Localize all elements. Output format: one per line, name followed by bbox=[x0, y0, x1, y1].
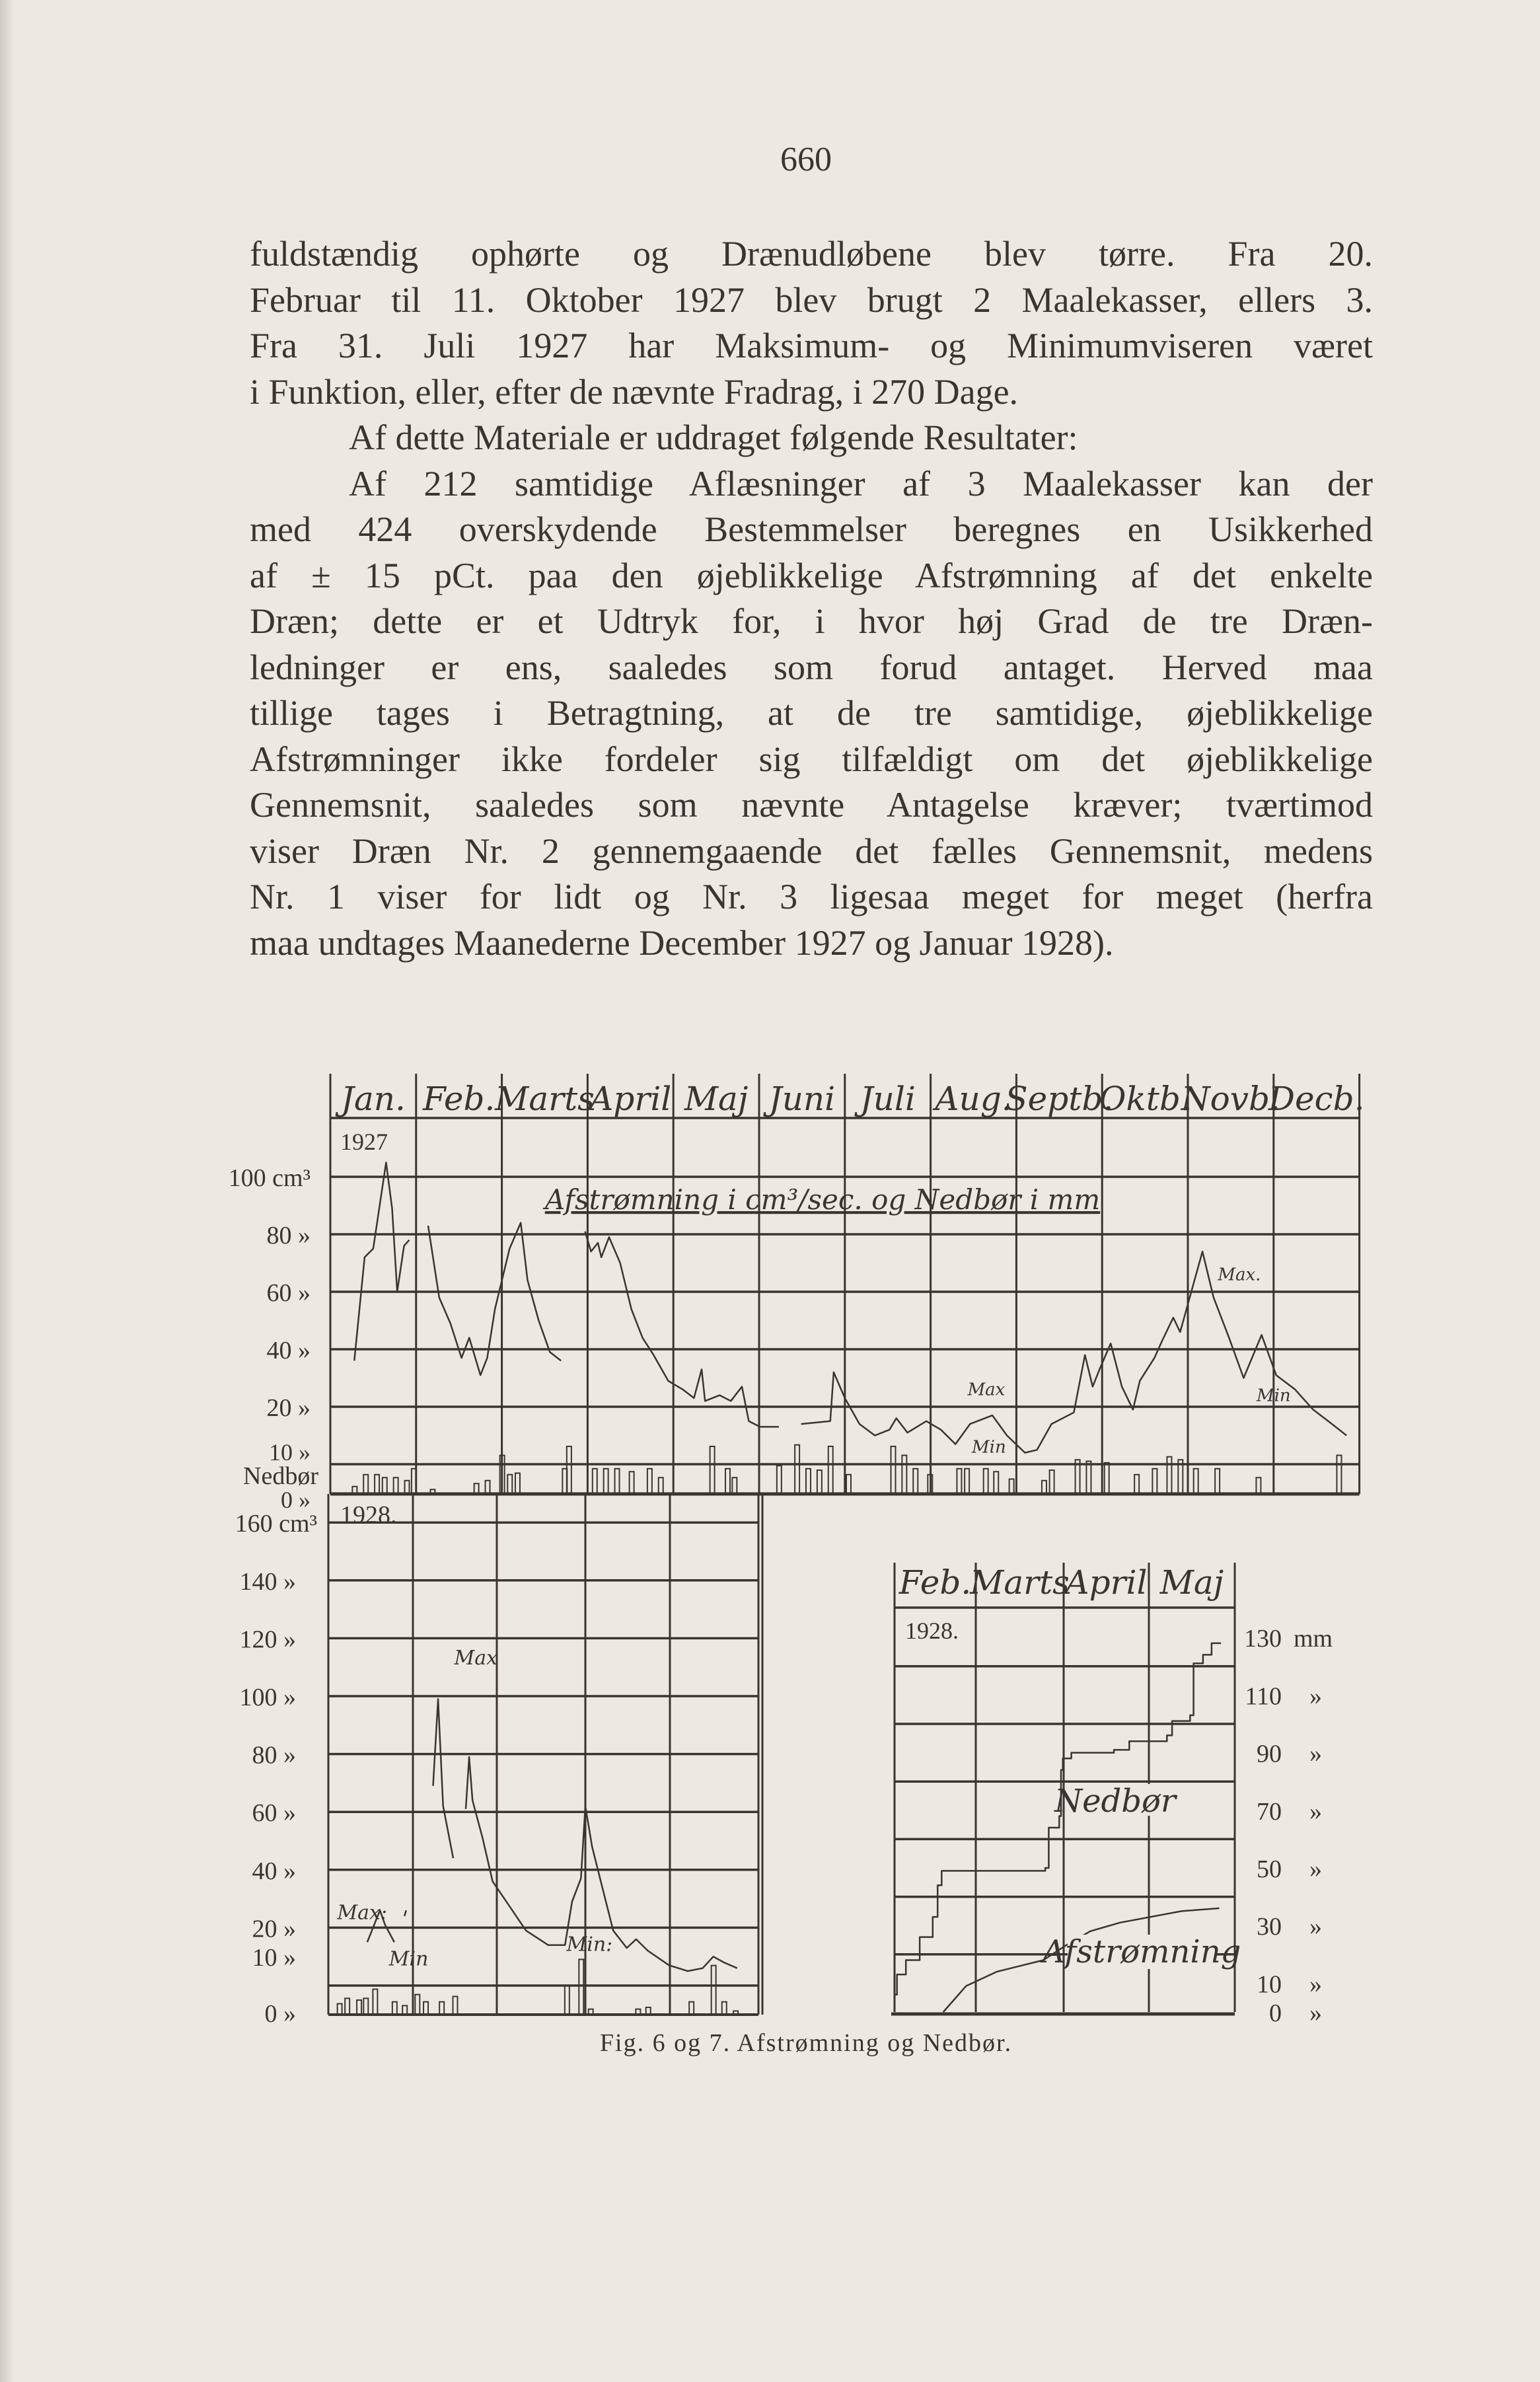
month-label: Marts bbox=[970, 1563, 1070, 1602]
text-line: Af 212 samtidige Aflæsninger af 3 Maalekasser kan der bbox=[349, 463, 1373, 503]
precip-bar-1927 bbox=[732, 1477, 737, 1494]
y-tick-label: 80 » bbox=[266, 1222, 311, 1249]
y-tick-unit: » bbox=[1309, 1797, 1322, 1826]
text-line: af ± 15 pCt. paa den øjeblikkelige Afstrømning af det enkelte bbox=[250, 555, 1373, 595]
precip-bar-1928 bbox=[722, 2002, 727, 2015]
precip-bar-1928 bbox=[345, 1998, 349, 2015]
precip-bar-1927 bbox=[659, 1477, 663, 1494]
annotation-label: Max bbox=[454, 1646, 498, 1670]
y-tick-label: 40 » bbox=[252, 1857, 296, 1885]
y-tick-label: 20 » bbox=[252, 1915, 296, 1943]
text-line: tillige tages i Betragtning, at de tre samtidige, øjeblikkelige bbox=[250, 693, 1373, 733]
y-tick-label: 100 » bbox=[239, 1684, 296, 1711]
precip-bar-1927 bbox=[615, 1469, 620, 1494]
text-line: fuldstændig ophørte og Drænudløbene blev tørre. Fra 20. bbox=[250, 234, 1373, 274]
discharge-line-1927 bbox=[801, 1251, 1347, 1453]
y-tick-label: 70 bbox=[1257, 1797, 1282, 1826]
text-line: Af dette Materiale er uddraget følgende Resultater: bbox=[349, 418, 1078, 457]
precip-bar-1927 bbox=[984, 1469, 988, 1494]
precip-bar-1927 bbox=[1134, 1475, 1139, 1494]
text-line: maa undtages Maanederne December 1927 og Januar 1928). bbox=[250, 922, 1114, 963]
precip-bar-1927 bbox=[515, 1473, 520, 1495]
precip-bar-1927 bbox=[486, 1481, 490, 1494]
discharge-line-1927 bbox=[585, 1232, 779, 1427]
text-line: Gennemsnit, saaledes som nævnte Antagelse kræver; tværtimod bbox=[250, 785, 1373, 825]
month-label: Marts bbox=[495, 1080, 595, 1118]
precip-bar-1927 bbox=[1337, 1456, 1341, 1495]
precip-bar-1928 bbox=[402, 2005, 407, 2015]
y-tick-unit: » bbox=[1309, 1913, 1322, 1941]
precip-bar-1927 bbox=[891, 1446, 895, 1494]
precip-bar-1928 bbox=[363, 1998, 368, 2015]
discharge-line-1927 bbox=[354, 1162, 409, 1360]
precip-bar-1927 bbox=[965, 1469, 969, 1494]
precip-tick-label: 0 » bbox=[281, 1487, 311, 1513]
month-label: Juni bbox=[768, 1080, 836, 1118]
precip-bar-1927 bbox=[994, 1471, 998, 1494]
precip-bar-1927 bbox=[383, 1477, 387, 1494]
annotation-label: Min bbox=[1256, 1386, 1291, 1406]
series-label-nedbor: Nedbør bbox=[1054, 1783, 1176, 1820]
month-label: Aug. bbox=[935, 1080, 1012, 1118]
y-tick-unit: » bbox=[1309, 1999, 1322, 2027]
precip-bar-1927 bbox=[507, 1475, 512, 1494]
precip-bar-1927 bbox=[394, 1477, 398, 1494]
precip-bar-1927 bbox=[817, 1470, 822, 1494]
precip-bar-1927 bbox=[957, 1469, 961, 1494]
precip-bar-1927 bbox=[647, 1469, 652, 1494]
y-tick-label: 60 » bbox=[266, 1279, 311, 1307]
precip-bar-1927 bbox=[710, 1446, 715, 1494]
precip-bar-1927 bbox=[375, 1475, 379, 1494]
discharge-line-1928 bbox=[433, 1699, 454, 1858]
precip-bar-1927 bbox=[913, 1469, 918, 1494]
figure-caption: Fig. 6 og 7. Afstrømning og Nedbør. bbox=[599, 2029, 1013, 2057]
precip-bar-1928 bbox=[453, 1997, 458, 2015]
precip-bar-1928 bbox=[565, 1986, 569, 2015]
precip-bar-1927 bbox=[363, 1475, 368, 1494]
y-tick-label: 10 » bbox=[252, 1944, 296, 1972]
y-tick-label: 60 » bbox=[252, 1799, 296, 1828]
month-label: Novb. bbox=[1181, 1080, 1280, 1118]
precip-bar-1927 bbox=[725, 1469, 730, 1494]
precip-bar-1927 bbox=[1167, 1457, 1171, 1494]
precip-bar-1928 bbox=[689, 2002, 694, 2015]
y-tick-label: 130 bbox=[1244, 1625, 1282, 1653]
y-tick-label: 90 bbox=[1257, 1740, 1282, 1768]
precip-bar-1928 bbox=[733, 2011, 738, 2015]
text-line: i Funktion, eller, efter de nævnte Fradrag, i 270 Dage. bbox=[250, 371, 1019, 412]
text-line: viser Dræn Nr. 2 gennemgaaende det fælles Gennemsnit, medens bbox=[250, 831, 1373, 871]
precip-bar-1927 bbox=[1009, 1479, 1014, 1495]
precip-bar-1927 bbox=[593, 1469, 597, 1494]
discharge-line-1927 bbox=[428, 1223, 561, 1376]
month-label: Juli bbox=[860, 1080, 916, 1118]
year-label: 1928. bbox=[905, 1618, 959, 1644]
y-tick-label: 0 bbox=[1269, 1999, 1282, 2027]
y-tick-label: 30 bbox=[1257, 1913, 1282, 1941]
y-tick-label: 50 bbox=[1257, 1855, 1282, 1883]
month-label: Decb. bbox=[1268, 1080, 1365, 1118]
annotation-label: Max. bbox=[1218, 1265, 1261, 1285]
text-line: Februar til 11. Oktober 1927 blev brugt 2 Maalekasser, ellers 3. bbox=[250, 279, 1373, 320]
precip-bar-1927 bbox=[828, 1446, 833, 1494]
precip-bar-1927 bbox=[1256, 1477, 1261, 1494]
discharge-line-1928 bbox=[404, 1910, 406, 1916]
y-tick-unit: » bbox=[1309, 1970, 1322, 1999]
precip-bar-1927 bbox=[1086, 1462, 1091, 1495]
y-tick-label: 110 bbox=[1245, 1682, 1282, 1711]
text-line: Nr. 1 viser for lidt og Nr. 3 ligesaa meget for meget (herfra bbox=[250, 877, 1373, 916]
precip-bar-1927 bbox=[1042, 1481, 1046, 1494]
precip-bar-1927 bbox=[630, 1471, 634, 1494]
y-tick-label: 0 » bbox=[264, 2000, 296, 2028]
precip-bar-1927 bbox=[1105, 1463, 1109, 1494]
text-line: Dræn; dette er et Udtryk for, i hvor høj Grad de tre Dræn- bbox=[250, 601, 1373, 641]
annotation-label: Max: bbox=[337, 1901, 388, 1925]
year-label: 1927 bbox=[340, 1129, 388, 1155]
year-label: 1928. bbox=[340, 1501, 397, 1529]
precip-bar-1928 bbox=[392, 2002, 397, 2015]
y-tick-label: 40 » bbox=[266, 1337, 311, 1364]
month-label: Feb. bbox=[422, 1080, 495, 1118]
precip-bar-1927 bbox=[806, 1469, 811, 1494]
y-tick-unit: » bbox=[1309, 1855, 1322, 1883]
annotation-label: Min: bbox=[566, 1933, 613, 1956]
precip-bar-1927 bbox=[1152, 1469, 1157, 1494]
text-line: Afstrømninger ikke fordeler sig tilfældigt om det øjeblikkelige bbox=[250, 739, 1373, 779]
y-tick-label: 100 cm³ bbox=[228, 1164, 311, 1192]
precip-bar-1928 bbox=[579, 1959, 583, 2015]
y-tick-unit: mm bbox=[1294, 1625, 1333, 1653]
y-tick-label: 160 cm³ bbox=[235, 1510, 317, 1538]
precip-bar-1927 bbox=[405, 1481, 410, 1494]
precip-tick-label: 10 » bbox=[269, 1439, 311, 1466]
y-tick-unit: » bbox=[1309, 1740, 1322, 1768]
annotation-label: Min bbox=[388, 1947, 429, 1971]
precip-bar-1927 bbox=[795, 1445, 799, 1494]
month-label: Maj bbox=[1159, 1563, 1224, 1602]
y-tick-label: 120 » bbox=[239, 1625, 296, 1654]
text-line: med 424 overskydende Bestemmelser beregnes en Usikkerhed bbox=[250, 509, 1373, 549]
precip-bar-1927 bbox=[902, 1456, 906, 1495]
precip-bar-1928 bbox=[712, 1966, 716, 2015]
precip-axis-label: Nedbør bbox=[243, 1462, 318, 1490]
page-number: 660 bbox=[780, 141, 832, 178]
y-tick-label: 80 » bbox=[252, 1741, 296, 1769]
y-tick-label: 10 bbox=[1257, 1970, 1282, 1999]
precip-bar-1927 bbox=[1215, 1469, 1220, 1494]
precip-bar-1927 bbox=[1050, 1470, 1054, 1494]
precip-bar-1928 bbox=[439, 2002, 444, 2015]
text-line: Fra 31. Juli 1927 har Maksimum- og Minimumviseren været bbox=[250, 326, 1373, 365]
month-label: Oktb. bbox=[1099, 1080, 1191, 1118]
y-tick-unit: » bbox=[1309, 1682, 1322, 1711]
y-tick-label: 20 » bbox=[266, 1394, 311, 1422]
precip-bar-1928 bbox=[423, 2002, 428, 2015]
precip-bar-1927 bbox=[777, 1466, 782, 1494]
text-line: ledninger er ens, saaledes som forud antaget. Herved maa bbox=[250, 647, 1373, 687]
precip-bar-1928 bbox=[415, 1995, 420, 2015]
series-label-afstromning: Afstrømning bbox=[1042, 1933, 1241, 1970]
month-label: Jan. bbox=[340, 1080, 406, 1118]
month-label: April bbox=[589, 1080, 672, 1118]
precip-bar-1927 bbox=[1194, 1469, 1198, 1494]
month-label: Feb. bbox=[898, 1563, 972, 1602]
precip-bar-1928 bbox=[357, 2000, 361, 2015]
precip-bar-1927 bbox=[604, 1469, 608, 1494]
precip-bar-1927 bbox=[846, 1475, 851, 1494]
precip-bar-1928 bbox=[338, 2004, 342, 2015]
y-tick-label: 140 » bbox=[239, 1567, 296, 1596]
month-label: Maj bbox=[684, 1080, 749, 1118]
precip-bar-1928 bbox=[373, 1990, 377, 2015]
month-label: Septb. bbox=[1005, 1080, 1114, 1118]
month-label: April bbox=[1065, 1563, 1148, 1602]
chart-title: Afstrømning i cm³/sec. og Nedbør i mm bbox=[544, 1183, 1101, 1216]
annotation-label: Min bbox=[972, 1437, 1006, 1458]
annotation-label: Max bbox=[967, 1380, 1006, 1400]
